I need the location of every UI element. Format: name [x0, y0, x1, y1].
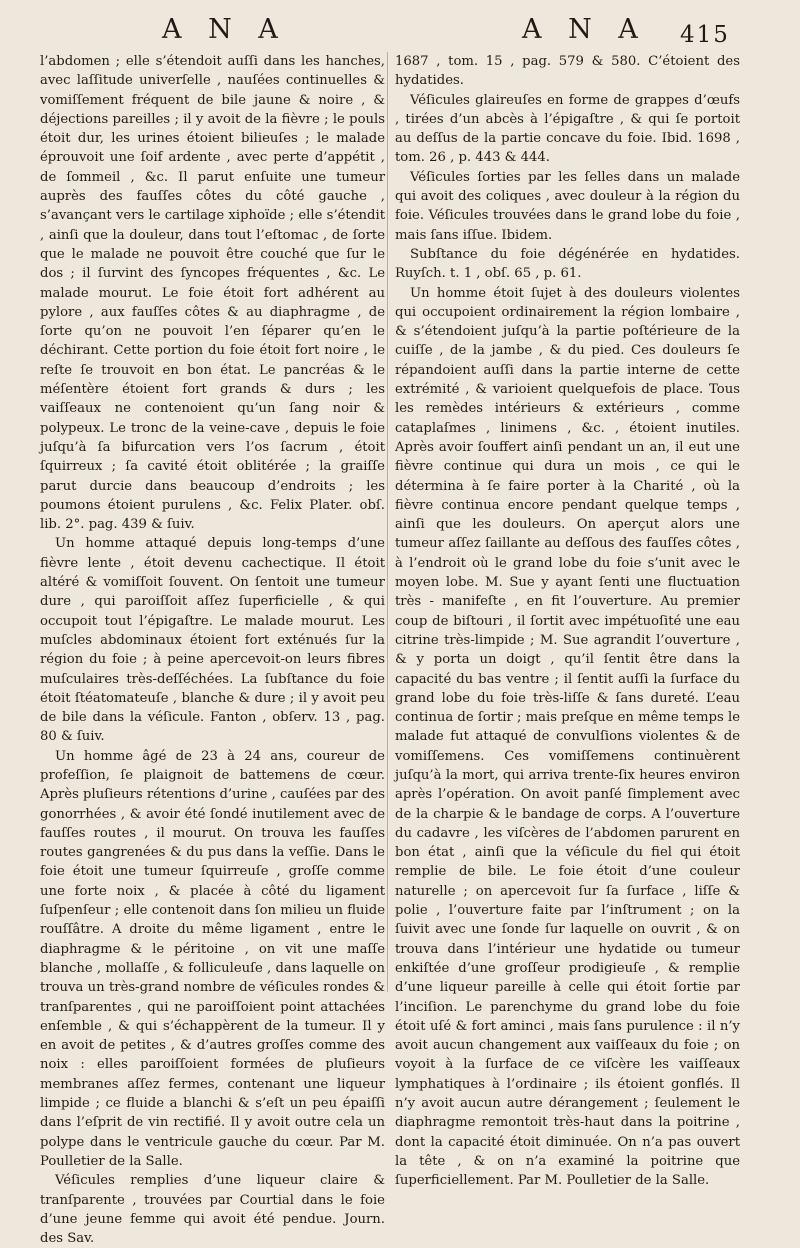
paragraph: Véſicules ſorties par les ſelles dans un malade qui avoit des coliques , avec douleur à la région du foie. Véſicules trouvées dans le grand lobe du foie , mais ſans iſſue. Ibidem.: [395, 169, 740, 243]
paragraph: Un homme âgé de 23 à 24 ans, coureur de profeſſion, ſe plaignoit de battemens de cœur. Après pluſieurs rétentions d’urine , cauſées par des gonorrhées , & avoir été ſondé inutilement avec de fauſſes routes , il mourut. On trouva les fauſſes routes gangrenées & du pus dans la veſſie. Dans le foie étoit une tumeur ſquirreuſe , groſſe comme une forte noix , & placée à côté du ligament ſuſpenſeur ; elle contenoit dans ſon milieu un fluide rouſſâtre. A droite du même ligament , entre le diaphragme & le péritoine , on vit une maſſe blanche , mollaſſe , & folliculeuſe , dans laquelle on trouva un très-grand nombre de véſicules rondes & tranſparentes , qui ne paroiſſoient point attachées enſemble , & qui s’échappèrent de la tumeur. Il y en avoit de petites , & d’autres groſſes comme des noix : elles paroiſſoient formées de pluſieurs membranes aſſez fermes, contenant une liqueur limpide ; ce fluide a blanchi & s’eſt un peu épaiſſi dans l’eſprit de vin rectifié. Il y avoit outre cela un polype dans le ventricule gauche du cœur. Par M. Poulletier de la Salle.: [40, 748, 385, 1169]
paragraph: Subſtance du foie dégénérée en hydatides. Ruyſch. t. 1 , obſ. 65 , p. 61.: [395, 246, 740, 282]
left-column: [40, 52, 385, 1248]
paragraph-continued: l’abdomen ; elle s’étendoit auſſi dans les hanches, avec laſſitude univerſelle , nauſées continuelles & vomiſſement fréquent de bile jaune & noire , & déjections pareilles ; il y avoit de la fièvre ; le pouls étoit dur, les urines étoient bilieuſes ; le malade éprouvoit une ſoif ardente , avec perte d’appétit , de ſommeil , &c. Il parut enſuite une tumeur auprès des fauſſes côtes du côté gauche , s’avançant vers le cartilage xiphoïde ; elle s’étendit , ainſi que la douleur, dans tout l’eſtomac , de ſorte que le malade ne pouvoit être couché que ſur le dos ; il ſurvint des ſyncopes fréquentes , &c. Le malade mourut. Le foie étoit fort adhérent au pylore , aux fauſſes côtes & au diaphragme , de ſorte qu’on ne pouvoit l’en ſéparer qu’en le déchirant. Cette portion du foie étoit fort noire , le reſte ſe trouvoit en bon état. Le pancréas & le méſentère étoient fort grands & durs ; les vaiſſeaux ne contenoient qu’un ſang noir & polypeux. Le tronc de la veine-cave , depuis le foie juſqu’à ſa bifurcation vers l’os ſacrum , étoit ſquirreux ; ſa cavité étoit oblitérée ; la graiſſe parut durcie dans beaucoup d’endroits ; les poumons étoient purulens , &c. Felix Plater. obſ. lib. 2°. pag. 439 & ſuiv.: [40, 54, 385, 533]
right-column: [395, 52, 740, 1191]
paragraph: Un homme attaqué depuis long-temps d’une fièvre lente , étoit devenu cachectique. Il étoit altéré & vomiſſoit ſouvent. On ſentoit une tumeur dure , qui paroiſſoit aſſez ſuperficielle , & qui occupoit tout l’épigaſtre. Le malade mourut. Les muſcles abdominaux étoient fort exténués ſur la région du foie ; à peine apercevoit-on leurs fibres muſculaires très-deſſéchées. La ſubſtance du foie étoit ſtéatomateuſe , blanche & dure ; il y avoit peu de bile dans la véſicule. Fanton , obſerv. 13 , pag. 80 & ſuiv.: [40, 536, 385, 745]
paragraph: Véſicules remplies d’une liqueur claire & tranſparente , trouvées par Courtial dans le foie d’une jeune femme qui avoit été pendue. Journ. des Sav.: [40, 1173, 385, 1247]
running-head-right: A N A: [522, 14, 647, 45]
running-head-left: A N A: [162, 14, 287, 45]
column-divider: [387, 52, 388, 992]
paragraph-continued: 1687 , tom. 15 , pag. 579 & 580. C’étoient des hydatides.: [395, 54, 740, 89]
paragraph: Véſicules glaireuſes en forme de grappes d’œufs , tirées d’un abcès à l’épigaſtre , & qui ſe portoit au deſſus de la partie concave du foie. Ibid. 1698 , tom. 26 , p. 443 & 444.: [395, 92, 740, 166]
paragraph: Un homme étoit ſujet à des douleurs violentes qui occupoient ordinairement la région lombaire , & s’étendoient juſqu’à la partie poſtérieure de la cuiſſe , de la jambe , & du pied. Ces douleurs ſe répandoient auſſi dans la partie interne de cette extrémité , & varioient quelquefois de place. Tous les remèdes intérieurs & extérieurs , comme cataplaſmes , linimens , &c. , étoient inutiles. Après avoir ſouffert ainſi pendant un an, il eut une fièvre continue qui dura un mois , ce qui le détermina à ſe faire porter à la Charité , où la fièvre continua encore pendant quelque temps , ainſi que les douleurs. On aperçut alors une tumeur aſſez ſaillante au deſſous des fauſſes côtes , à l’endroit où le grand lobe du foie s’unit avec le moyen lobe. M. Sue y ayant ſenti une fluctuation très - manifeſte , en fit l’ouverture. Au premier coup de biſtouri , il ſortit avec impétuoſité une eau citrine très-limpide ; M. Sue agrandit l’ouverture , & y porta un doigt , qu’il ſentit être dans la capacité du bas ventre ; il ſentit auſſi la ſurface du grand lobe du foie très-liſſe & ſans dureté. L’eau continua de ſortir ; mais preſque en même temps le malade fut attaqué de convulſions violentes & de vomiſſemens. Ces vomiſſemens continuèrent juſqu’à la mort, qui arriva trente-ſix heures environ après l’opération. On avoit panſé ſimplement avec de la charpie & le bandage de corps. A l’ouverture du cadavre , les viſcères de l’abdomen parurent en bon état , ainſi que la véſicule du fiel qui étoit remplie de bile. Le foie étoit d’une couleur naturelle ; on apercevoit ſur ſa ſurface , liſſe & polie , l’ouverture faite par l’inſtrument ; on la ſuivit avec une ſonde ſur laquelle on ouvrit , & on trouva dans l’intérieur une hydatide ou tumeur enkiſtée d’une groſſeur prodigieuſe , & remplie d’une liqueur pareille à celle qui étoit ſortie par l’inciſion. Le parenchyme du grand lobe du foie étoit uſé & fort aminci , mais ſans purulence : il n’y avoit aucun changement aux vaiſſeaux du foie ; on voyoit à la ſurface de ce viſcère les vaiſſeaux lymphatiques à l’ordinaire ; ils étoient gonflés. Il n’y avoit aucun autre dérangement ; ſeulement le diaphragme remontoit très-haut dans la poitrine , dont la capacité étoit diminuée. On n’a pas ouvert la tête , & on n’a examiné la poitrine que ſuperficiellement. Par M. Poulletier de la Salle.: [395, 285, 740, 1189]
page-number: 415: [680, 22, 730, 48]
